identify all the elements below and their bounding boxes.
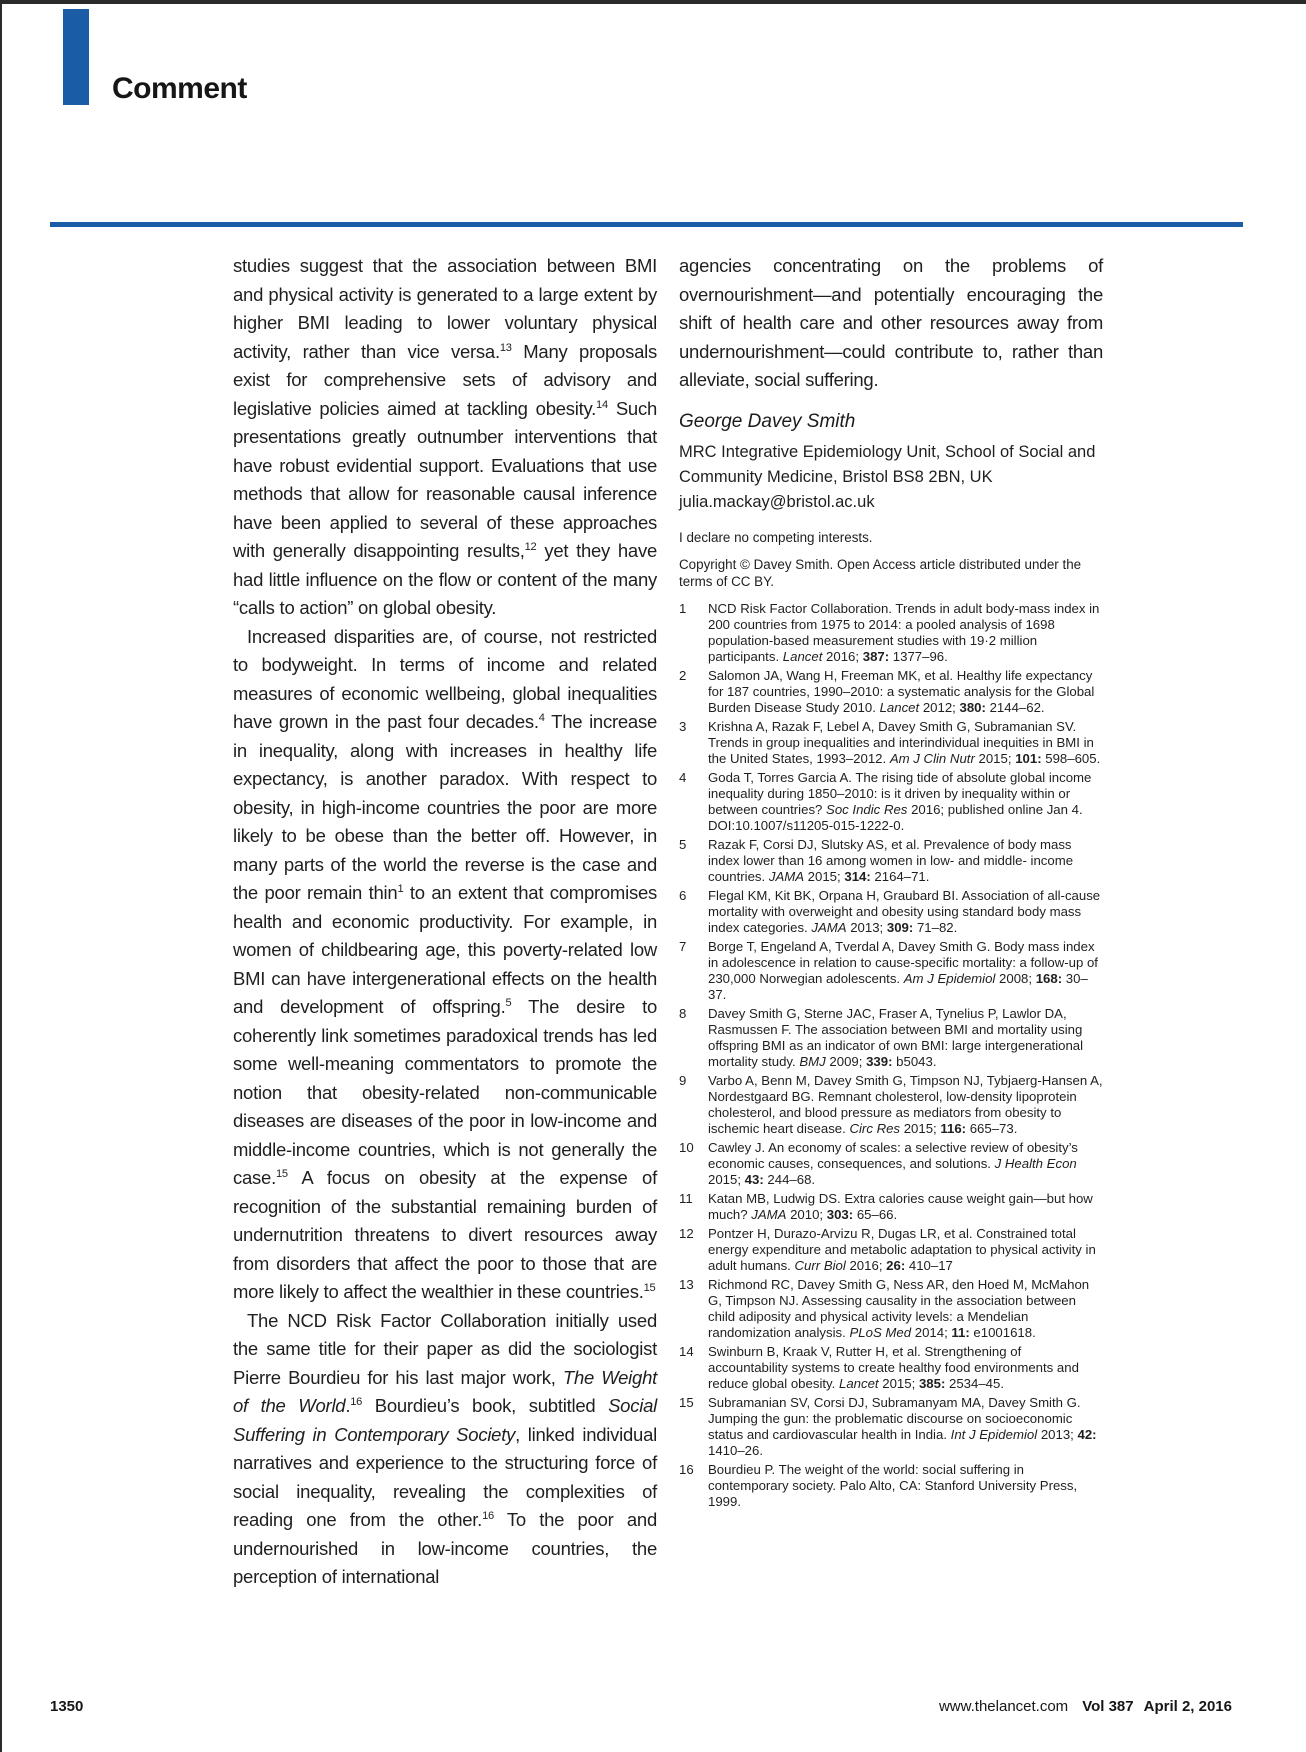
reference-number: 4 xyxy=(679,769,687,785)
reference-text: Davey Smith G, Sterne JAC, Fraser A, Tynelius P, Lawlor DA, Rasmussen F. The association between BMI and mortality using offspring BMI as an indicator of own BMI: large intergenerational mortality study. BMJ 2009; 339: b5043. xyxy=(708,1005,1084,1069)
reference-text: NCD Risk Factor Collaboration. Trends in adult body-mass index in 200 countries from 1975 to 2014: a pooled analysis of 1698 population-based measurement studies with 19·2 million participants. Lancet 2016; 387: 1377–96. xyxy=(708,600,1100,664)
competing-interests-note: I declare no competing interests. xyxy=(679,529,873,545)
reference-number: 1 xyxy=(679,600,687,616)
reference-item xyxy=(679,1191,1103,1223)
footer-volume: Vol 387 xyxy=(1082,1698,1134,1715)
footer-date: April 2, 2016 xyxy=(1143,1698,1232,1715)
reference-number: 14 xyxy=(679,1343,694,1359)
references-list xyxy=(679,601,1103,1510)
reference-text: Flegal KM, Kit BK, Orpana H, Graubard BI. Association of all-cause mortality with overweight and obesity using standard body mass index categories. JAMA 2013; 309: 71–82. xyxy=(708,887,1101,935)
reference-item xyxy=(679,1344,1103,1392)
reference-text: Swinburn B, Kraak V, Rutter H, et al. Strengthening of accountability systems to create healthy food environments and reduce global obesity. Lancet 2015; 385: 2534–45. xyxy=(708,1343,1079,1391)
body-column-left xyxy=(233,252,657,1592)
reference-item xyxy=(679,601,1103,665)
reference-number: 8 xyxy=(679,1005,687,1021)
paragraph: The NCD Risk Factor Collaboration initially used the same title for their paper as did the sociologist Pierre Bourdieu for his last major work, The Weight of the World.$^{16}$ Bourdieu’s book, subtitled Social Suffering in Contemporary Society, linked individual narratives and experience to the structuring force of social inequality, revealing the complexities of reading one from the other.$^{16}$ To the poor and undernourished in low-income countries, the perception of international xyxy=(233,1309,657,1587)
reference-item xyxy=(679,719,1103,767)
footer-journal-info xyxy=(939,1698,1232,1715)
body-column-right xyxy=(679,252,1103,1513)
author-affiliation: MRC Integrative Epidemiology Unit, School of Social and Community Medicine, Bristol BS8 2BN, UK xyxy=(679,442,1096,486)
reference-number: 3 xyxy=(679,718,687,734)
reference-item xyxy=(679,770,1103,834)
reference-number: 10 xyxy=(679,1139,694,1155)
reference-item xyxy=(679,1073,1103,1137)
reference-text: Pontzer H, Durazo-Arvizu R, Dugas LR, et al. Constrained total energy expenditure and metabolic adaptation to physical activity in adult humans. Curr Biol 2016; 26: 410–17 xyxy=(708,1225,1096,1273)
reference-item xyxy=(679,1006,1103,1070)
reference-item xyxy=(679,939,1103,1003)
author-email: julia.mackay@bristol.ac.uk xyxy=(679,492,875,511)
reference-item xyxy=(679,837,1103,885)
reference-number: 12 xyxy=(679,1225,694,1241)
paragraph: Increased disparities are, of course, not restricted to bodyweight. In terms of income and related measures of economic wellbeing, global inequalities have grown in the past four decades.$^4$ The increase in inequality, along with increases in healthy life expectancy, is another paradox. With respect to obesity, in high-income countries the poor are more likely to be obese than the better off. However, in many parts of the world the reverse is the case and the poor remain thin$^1$ to an extent that compromises health and economic productivity. For example, in women of childbearing age, this poverty-related low BMI can have intergenerational effects on the health and development of offspring.$^5$ The desire to coherently link sometimes paradoxical trends has led some well-meaning commentators to promote the notion that obesity-related non-communicable diseases are diseases of the poor in low-income and middle-income countries, which is not generally the case.$^{15}$ A focus on obesity at the expense of recognition of the substantial remaining burden of undernutrition threatens to divert resources away from disorders that affect the poor to those that are more likely to affect the wealthier in these countries.$^{15}$ xyxy=(233,625,657,1302)
reference-item xyxy=(679,888,1103,936)
footer-site: www.thelancet.com xyxy=(938,1698,1069,1715)
reference-text: Richmond RC, Davey Smith G, Ness AR, den Hoed M, McMahon G, Timpson NJ. Assessing causality in the association between child adiposity and physical activity levels: a Mendelian randomization analysis. PLoS Med 2014; 11: e1001618. xyxy=(708,1276,1090,1340)
reference-text: Bourdieu P. The weight of the world: social suffering in contemporary society. Palo Alto, CA: Stanford University Press, 1999. xyxy=(708,1461,1078,1509)
reference-text: Razak F, Corsi DJ, Slutsky AS, et al. Prevalence of body mass index lower than 16 among women in low- and middle- income countries. JAMA 2015; 314: 2164–71. xyxy=(708,836,1074,884)
body-paragraphs-right xyxy=(679,252,1103,395)
reference-item xyxy=(679,1462,1103,1510)
header-rule xyxy=(50,222,1243,227)
page-top-edge xyxy=(0,0,1306,4)
reference-number: 13 xyxy=(679,1276,694,1292)
reference-number: 15 xyxy=(679,1394,694,1410)
reference-item xyxy=(679,1140,1103,1188)
paragraph: agencies concentrating on the problems of overnourishment—and potentially encouraging the shift of health care and other resources away from undernourishment—could contribute to, rather than alleviate, social suffering. xyxy=(679,255,1103,390)
reference-number: 6 xyxy=(679,887,687,903)
reference-text: Varbo A, Benn M, Davey Smith G, Timpson NJ, Tybjaerg-Hansen A, Nordestgaard BG. Remnant cholesterol, low-density lipoprotein cholesterol, and blood pressure as mediators from obesity to ischemic heart disease. Circ Res 2015; 116: 665–73. xyxy=(708,1072,1103,1136)
paragraph: studies suggest that the association between BMI and physical activity is generated to a large extent by higher BMI leading to lower voluntary physical activity, rather than vice versa.$^{13}$ Many proposals exist for comprehensive sets of advisory and legislative policies aimed at tackling obesity.$^{14}$ Such presentations greatly outnumber interventions that have robust evidential support. Evaluations that use methods that allow for reasonable causal inference have been applied to several of these approaches with generally disappointing results,$^{12}$ yet they have had little influence on the flow or content of the many “calls to action” on global obesity. xyxy=(233,255,657,618)
reference-number: 2 xyxy=(679,667,687,683)
reference-text: Salomon JA, Wang H, Freeman MK, et al. Healthy life expectancy for 187 countries, 1990–2010: a systematic analysis for the Global Burden Disease Study 2010. Lancet 2012; 380: 2144–62. xyxy=(708,667,1095,715)
reference-number: 5 xyxy=(679,836,687,852)
copyright-note: Copyright © Davey Smith. Open Access article distributed under the terms of CC BY. xyxy=(679,556,1082,589)
reference-item xyxy=(679,1277,1103,1341)
reference-text: Katan MB, Ludwig DS. Extra calories cause weight gain—but how much? JAMA 2010; 303: 65–66. xyxy=(708,1190,1093,1222)
page-left-edge xyxy=(0,0,2,1752)
footer-page-number: 1350 xyxy=(50,1698,84,1715)
reference-item xyxy=(679,668,1103,716)
reference-item xyxy=(679,1395,1103,1459)
reference-text: Subramanian SV, Corsi DJ, Subramanyam MA, Davey Smith G. Jumping the gun: the problematic discourse on socioeconomic status and cardiovascular health in India. Int J Epidemiol 2013; 42: 1410–26. xyxy=(708,1394,1097,1458)
author-name: George Davey Smith xyxy=(679,410,856,432)
reference-text: Cawley J. An economy of scales: a selective review of obesity’s economic causes, consequences, and solutions. J Health Econ 2015; 43: 244–68. xyxy=(708,1139,1078,1187)
reference-number: 16 xyxy=(679,1461,694,1477)
reference-item xyxy=(679,1226,1103,1274)
reference-text: Krishna A, Razak F, Lebel A, Davey Smith G, Subramanian SV. Trends in group inequalities and interindividual inequities in BMI in the United States, 1993–2012. Am J Clin Nutr 2015; 101: 598–605. xyxy=(708,718,1101,766)
reference-text: Borge T, Engeland A, Tverdal A, Davey Smith G. Body mass index in adolescence in relation to cause-specific mortality: a follow-up of 230,000 Norwegian adolescents. Am J Epidemiol 2008; 168: 30–37. xyxy=(708,938,1098,1002)
reference-text: Goda T, Torres Garcia A. The rising tide of absolute global income inequality during 1850–2010: is it driven by inequality within or between countries? Soc Indic Res 2016; published online Jan 4. DOI:10.1007/s11205-015-1222-0. xyxy=(708,769,1092,833)
lancet-brand-block xyxy=(63,9,89,105)
reference-number: 11 xyxy=(679,1190,693,1206)
section-title: Comment xyxy=(112,72,247,105)
reference-number: 7 xyxy=(679,938,687,954)
reference-number: 9 xyxy=(679,1072,687,1088)
